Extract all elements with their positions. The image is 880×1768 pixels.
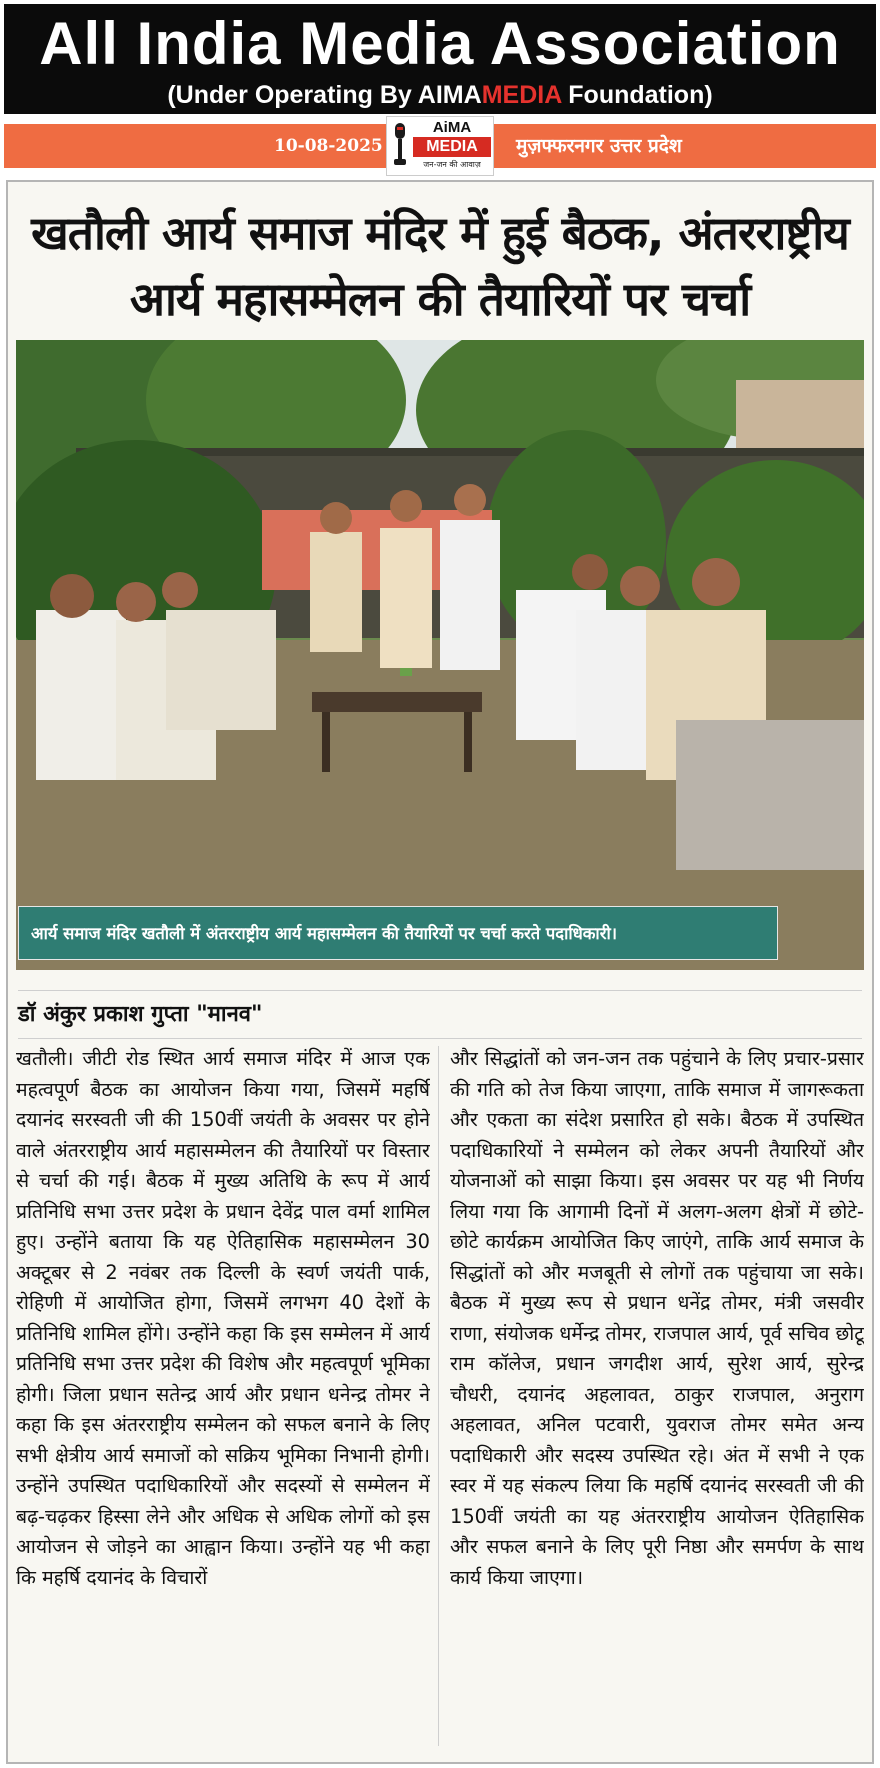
subtitle-prefix: (Under Operating By AIMA bbox=[167, 81, 482, 109]
aima-media-logo bbox=[386, 116, 494, 176]
article-headline: खतौली आर्य समाज मंदिर में हुई बैठक, अंतरराष्ट्रीय आर्य महासम्मेलन की तैयारियों पर चर्चा bbox=[31, 206, 849, 326]
microphone-icon bbox=[393, 123, 407, 167]
masthead-subtitle bbox=[4, 80, 876, 110]
logo-brand-top: AiMA bbox=[432, 119, 472, 136]
article-body-column-right: और सिद्धांतों को जन-जन तक पहुंचाने के लिए प्रचार-प्रसार की गति को तेज किया जाएगा, ताकि समाज में जागरूकता और एकता का संदेश प्रसारित हो सके। बैठक में उपस्थित पदाधिकारियों ने सम्मेलन को लेकर अपनी तैयारियों और योजनाओं को साझा किया। इस अवसर पर यह भी निर्णय लिया गया कि आगामी दिनों में अलग-अलग क्षेत्रों में छोटे-छोटे कार्यक्रम आयोजित किए जाएंगे, ताकि आर्य समाज के सिद्धांतों को और मजबूती से लोगों तक पहुंचाया जा सके। बैठक में मुख्य रूप से प्रधान धनेंद्र तोमर, मंत्री जसवीर राणा, संयोजक धर्मेन्द्र तोमर, राजपाल आर्य, पूर्व सचिव छोटू राम कॉलेज, प्रधान जगदीश आर्य, सुरेश आर्य, सुरेन्द्र चौधरी, दयानंद अहलावत, ठाकुर राजपाल, अनुराग अहलावत, अनिल पटवारी, युवराज तोमर समेत अन्य पदाधिकारी और सदस्य उपस्थित रहे। अंत में सभी ने एक स्वर में यह संकल्प लिया कि महर्षि दयानंद सरस्वती जी की 150वीं जयंती का यह अंतरराष्ट्रीय आयोजन ऐतिहासिक और सफल बनाने के लिए पूरी निष्ठा और समर्पण के साथ कार्य किया जाएगा। bbox=[450, 1047, 864, 1589]
subtitle-suffix: Foundation) bbox=[561, 81, 713, 109]
column-divider bbox=[438, 1046, 439, 1746]
byline-bottom-rule bbox=[18, 1038, 862, 1039]
photo-caption: आर्य समाज मंदिर खतौली में अंतरराष्ट्रीय आर्य महासम्मेलन की तैयारियों पर चर्चा करते पदाधिकारी। bbox=[18, 906, 778, 960]
author-byline: डॉ अंकुर प्रकाश गुप्ता "मानव" bbox=[18, 1002, 263, 1027]
logo-brand-bottom: MEDIA bbox=[413, 137, 491, 157]
masthead bbox=[4, 4, 876, 114]
article-body-column-left: खतौली। जीटी रोड स्थित आर्य समाज मंदिर में आज एक महत्वपूर्ण बैठक का आयोजन किया गया, जिसमें महर्षि दयानंद सरस्वती जी की 150वीं जयंती के अवसर पर होने वाले अंतरराष्ट्रीय आर्य महासम्मेलन की तैयारियों पर विस्तार से चर्चा की गई। बैठक में मुख्य अतिथि के रूप में आर्य प्रतिनिधि सभा उत्तर प्रदेश के प्रधान देवेंद्र पाल वर्मा शामिल हुए। उन्होंने बताया कि यह ऐतिहासिक महासम्मेलन 30 अक्टूबर से 2 नवंबर तक दिल्ली के स्वर्ण जयंती पार्क, रोहिणी में आयोजित होगा, जिसमें लगभग 40 देशों के प्रतिनिधि शामिल होंगे। उन्होंने कहा कि इस सम्मेलन में आर्य प्रतिनिधि सभा उत्तर प्रदेश की विशेष और महत्वपूर्ण भूमिका होगी। जिला प्रधान सतेन्द्र आर्य और प्रधान धनेन्द्र तोमर ने कहा कि इस अंतरराष्ट्रीय सम्मेलन को सफल बनाने के लिए सभी क्षेत्रीय आर्य समाजों को सक्रिय भूमिका निभानी होगी। उन्होंने उपस्थित पदाधिकारियों और सदस्यों से सम्मेलन में बढ़-चढ़कर हिस्सा लेने और अधिक से अधिक लोगों को इस आयोजन से जोड़ने का आह्वान किया। उन्होंने यह भी कहा कि महर्षि दयानंद के विचारों bbox=[16, 1047, 430, 1589]
meeting-photo-illustration bbox=[16, 340, 864, 970]
location-label: मुज़फ्फरनगर उत्तर प्रदेश bbox=[516, 135, 682, 157]
logo-tagline: जन-जन की आवाज़ bbox=[423, 160, 481, 169]
publish-date: 10-08-2025 bbox=[274, 136, 383, 156]
subtitle-accent: MEDIA bbox=[481, 81, 562, 109]
article-photo bbox=[16, 340, 864, 970]
byline-top-rule bbox=[18, 990, 862, 991]
masthead-title: All India Media Association bbox=[39, 10, 841, 77]
